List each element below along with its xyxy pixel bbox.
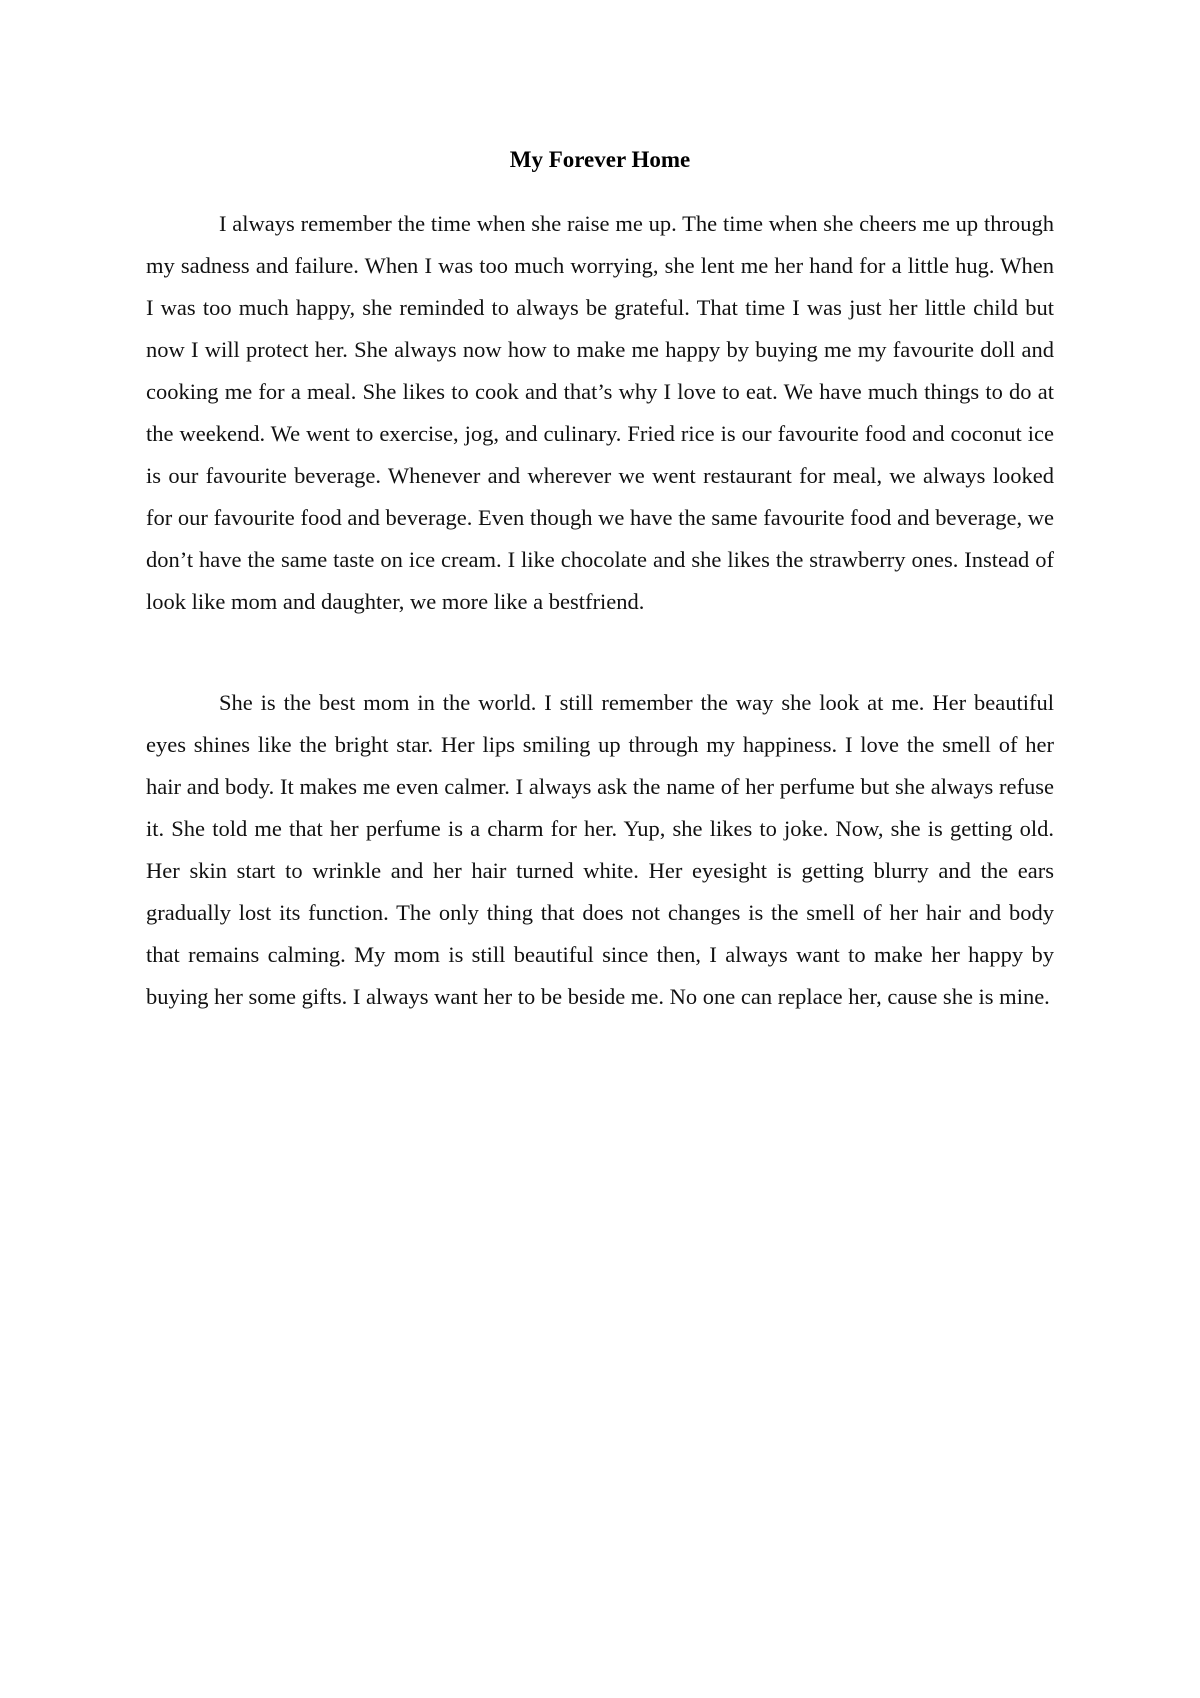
paragraph-1: I always remember the time when she raise me up. The time when she cheers me up through my sadness and failure. When I was too much worrying, she lent me her hand for a little hug. When I was too much happy, she reminded to always be grateful. That time I was just her little child but now I will protect her. She always now how to make me happy by buying me my favourite doll and cooking me for a meal. She likes to cook and that’s why I love to eat. We have much things to do at the weekend. We went to exercise, jog, and culinary. Fried rice is our favourite food and coconut ice is our favourite beverage. Whenever and wherever we went restaurant for meal, we always looked for our favourite food and beverage. Even though we have the same favourite food and beverage, we don’t have the same taste on ice cream. I like chocolate and she likes the strawberry ones. Instead of look like mom and daughter, we more like a bestfriend. [146, 211, 1054, 614]
paragraph-2: She is the best mom in the world. I still remember the way she look at me. Her beautiful eyes shines like the bright star. Her lips smiling up through my happiness. I love the smell of her hair and body. It makes me even calmer. I always ask the name of her perfume but she always refuse it. She told me that her perfume is a charm for her. Yup, she likes to joke. Now, she is getting old. Her skin start to wrinkle and her hair turned white. Her eyesight is getting blurry and the ears gradually lost its function. The only thing that does not changes is the smell of her hair and body that remains calming. My mom is still beautiful since then, I always want to make her happy by buying her some gifts. I always want her to be beside me. No one can replace her, cause she is mine. [146, 690, 1054, 1009]
document-title: My Forever Home [509, 147, 691, 172]
